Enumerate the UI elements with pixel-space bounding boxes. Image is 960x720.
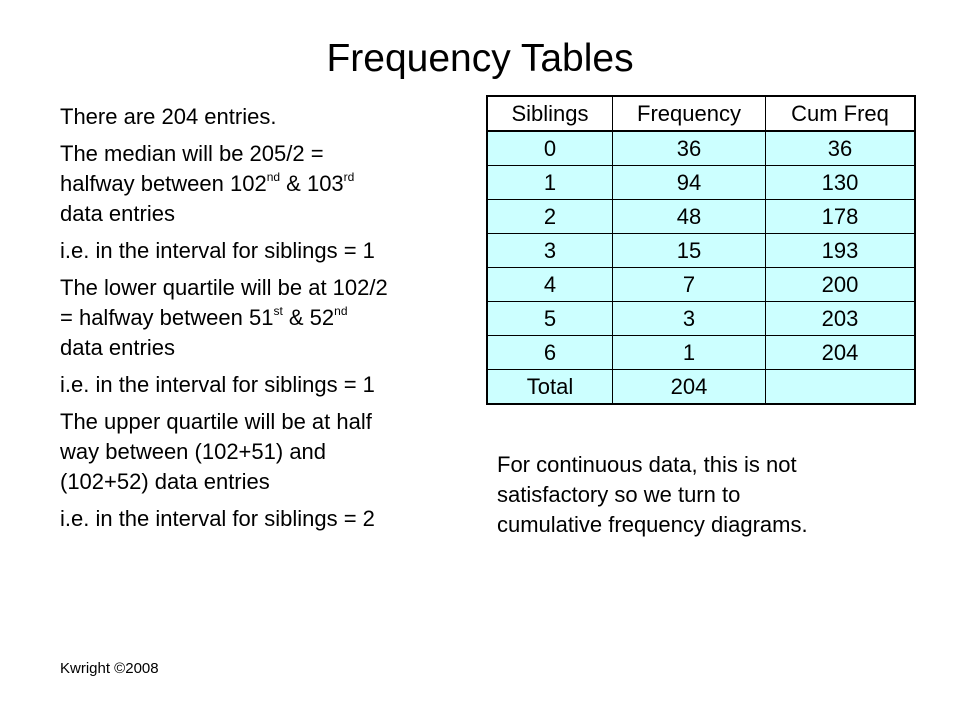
explanation-text: [60, 102, 460, 541]
cell-cum-freq: 130: [766, 166, 916, 200]
cell-cum-freq: 193: [766, 234, 916, 268]
cell-cum-freq: 36: [766, 131, 916, 166]
upper-quartile-paragraph: The upper quartile will be at half way between (102+51) and (102+52) data entries: [60, 409, 372, 494]
table-row: [487, 234, 915, 268]
cell-siblings: 5: [487, 302, 613, 336]
cell-total-cum-freq: [766, 370, 916, 405]
median-interval-paragraph: i.e. in the interval for siblings = 1: [60, 238, 375, 263]
continuous-data-note: For continuous data, this is not satisfactory so we turn to cumulative frequency diagrams.: [497, 452, 808, 537]
entries-paragraph: There are 204 entries.: [60, 104, 277, 129]
copyright-footer: Kwright ©2008: [60, 660, 159, 677]
cell-frequency: 36: [613, 131, 766, 166]
cell-frequency: 1: [613, 336, 766, 370]
cell-total-label: Total: [487, 370, 613, 405]
cell-frequency: 15: [613, 234, 766, 268]
cell-frequency: 7: [613, 268, 766, 302]
header-siblings: Siblings: [487, 96, 613, 131]
cell-siblings: 4: [487, 268, 613, 302]
cell-frequency: 94: [613, 166, 766, 200]
cell-siblings: 0: [487, 131, 613, 166]
cell-siblings: 2: [487, 200, 613, 234]
header-frequency: Frequency: [613, 96, 766, 131]
table-row: [487, 200, 915, 234]
frequency-table: [486, 95, 916, 405]
table-row: [487, 336, 915, 370]
slide-title: Frequency Tables: [326, 37, 634, 80]
table-row: [487, 131, 915, 166]
cell-cum-freq: 200: [766, 268, 916, 302]
lower-quartile-interval-paragraph: i.e. in the interval for siblings = 1: [60, 372, 375, 397]
cell-frequency: 48: [613, 200, 766, 234]
cell-siblings: 3: [487, 234, 613, 268]
cell-cum-freq: 178: [766, 200, 916, 234]
lower-quartile-paragraph: The lower quartile will be at 102/2 = halfway between 51st & 52nd data entries: [60, 275, 388, 360]
cell-frequency: 3: [613, 302, 766, 336]
cell-cum-freq: 204: [766, 336, 916, 370]
cell-total-frequency: 204: [613, 370, 766, 405]
cell-siblings: 1: [487, 166, 613, 200]
cell-siblings: 6: [487, 336, 613, 370]
median-paragraph: The median will be 205/2 = halfway between 102nd & 103rd data entries: [60, 141, 355, 226]
cell-cum-freq: 203: [766, 302, 916, 336]
upper-quartile-interval-paragraph: i.e. in the interval for siblings = 2: [60, 506, 375, 531]
header-cum-freq: Cum Freq: [766, 96, 916, 131]
table-row: [487, 166, 915, 200]
table-row: [487, 302, 915, 336]
table-row: [487, 268, 915, 302]
table-total-row: [487, 370, 915, 405]
table-header-row: [487, 96, 915, 131]
